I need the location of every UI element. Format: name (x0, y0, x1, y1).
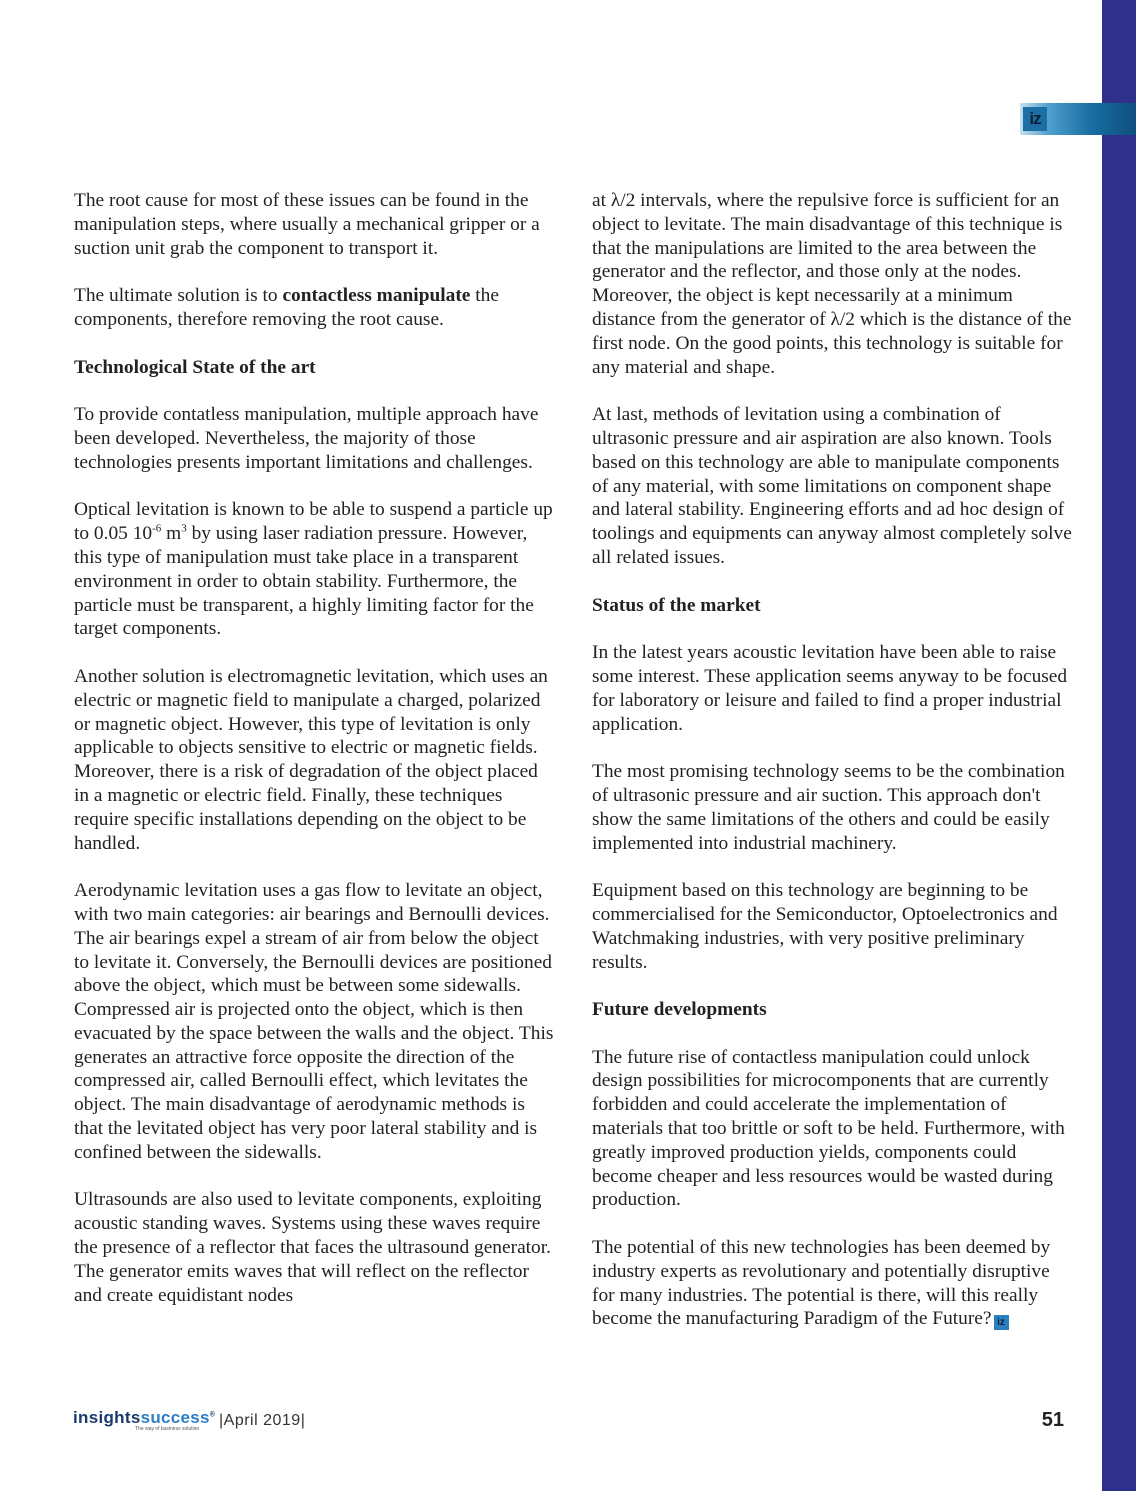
section-heading: Future developments (592, 999, 767, 1021)
paragraph: Optical levitation is known to be able to suspend a particle up to 0.05 $10^{-6}$ $m^3$ by using laser radiation pressure. However, this type of manipulation must take place in a transparent environment in order to obtain stability. Furthermore, the particle must be transparent, a highly limiting factor for the target components. (74, 499, 553, 640)
left-column (74, 189, 554, 1331)
right-column (592, 189, 1072, 1355)
paragraph: The potential of this new technologies has been deemed by industry experts as revolutionary and potentially disruptive for many industries. The potential is there, will this really become the manufacturing Paradigm of the Future? iz (592, 1237, 1051, 1330)
paragraph: Equipment based on this technology are beginning to be commercialised for the Semiconductor, Optoelectronics and Watchmaking industries, with very positive preliminary results. (592, 880, 1058, 973)
paragraph: The future rise of contactless manipulation could unlock design possibilities for microcomponents that are currently forbidden and could accelerate the implementation of materials that too brittle or soft to be held. Furthermore, with greatly improved production yields, components could become cheaper and less resources would be wasted during production. (592, 1046, 1065, 1211)
paragraph: Ultrasounds are also used to levitate components, exploiting acoustic standing waves. Systems using these waves require the presence of a reflector that faces the ultrasound generator. The generator emits waves that will reflect on the reflector and create equidistant nodes (74, 1189, 551, 1306)
side-color-bar (1102, 0, 1136, 1491)
magazine-logo-icon: iz (1023, 107, 1047, 131)
section-heading: Status of the market (592, 594, 761, 616)
bold-phrase: contactless manipulate (282, 285, 471, 307)
paragraph: The ultimate solution is to contactless manipulate the components, therefore removing the root cause. (74, 285, 499, 330)
paragraph: The most promising technology seems to be the combination of ultrasonic pressure and air suction. This approach don't show the same limitations of the others and could be easily implemented into industrial machinery. (592, 761, 1065, 854)
paragraph: To provide contatless manipulation, multiple approach have been developed. Nevertheless, the majority of those technologies presents important limitations and challenges. (74, 404, 539, 473)
paragraph: at λ/2 intervals, where the repulsive force is sufficient for an object to levitate. The main disadvantage of this technique is that the manipulations are limited to the area between the generator and the reflector, and those only at the nodes. Moreover, the object is kept necessarily at a minimum distance from the generator of λ/2 which is the distance of the first node. On the good points, this technology is suitable for any material and shape. (592, 190, 1072, 378)
paragraph: In the latest years acoustic levitation have been able to raise some interest. These application seems anyway to be focused for laboratory or leisure and failed to find a proper industrial application. (592, 642, 1068, 735)
paragraph: Another solution is electromagnetic levitation, which uses an electric or magnetic field to manipulate a charged, polarized or magnetic object. However, this type of levitation is only applicable to objects sensitive to electric or magnetic fields. Moreover, there is a risk of degradation of the object placed in a magnetic or electric field. Finally, these techniques require specific installations depending on the object to be handled. (74, 665, 548, 854)
paragraph: The root cause for most of these issues can be found in the manipulation steps, where usually a mechanical gripper or a suction unit grab the component to transport it. (74, 190, 540, 259)
end-mark-icon: iz (994, 1315, 1009, 1330)
section-heading: Technological State of the art (74, 356, 316, 378)
paragraph: Aerodynamic levitation uses a gas flow to levitate an object, with two main categories: air bearings and Bernoulli devices. The air bearings expel a stream of air from below the object to levitate it. Conversely, the Bernoulli devices are positioned above the object, which must be between some sidewalls. Compressed air is projected onto the object, which is then evacuated by the space between the walls and the object. This generates an attractive force opposite the direction of the compressed air, called Bernoulli effect, which levitates the object. The main disadvantage of aerodynamic methods is that the levitated object has very poor lateral stability and is confined between the sidewalls. (74, 880, 554, 1163)
publisher-logo: insightssuccess® The way of business solution (73, 1408, 216, 1432)
page-number: 51 (1041, 1409, 1064, 1431)
paragraph: At last, methods of levitation using a combination of ultrasonic pressure and air aspiration are also known. Tools based on this technology are able to manipulate components of any material, with some limitations on component shape and lateral stability. Engineering efforts and ad hoc design of toolings and equipments can anyway almost completely solve all related issues. (592, 404, 1072, 568)
issue-date: |April 2019| (219, 1412, 306, 1429)
logo-tagline: The way of business solution (135, 1426, 200, 1432)
